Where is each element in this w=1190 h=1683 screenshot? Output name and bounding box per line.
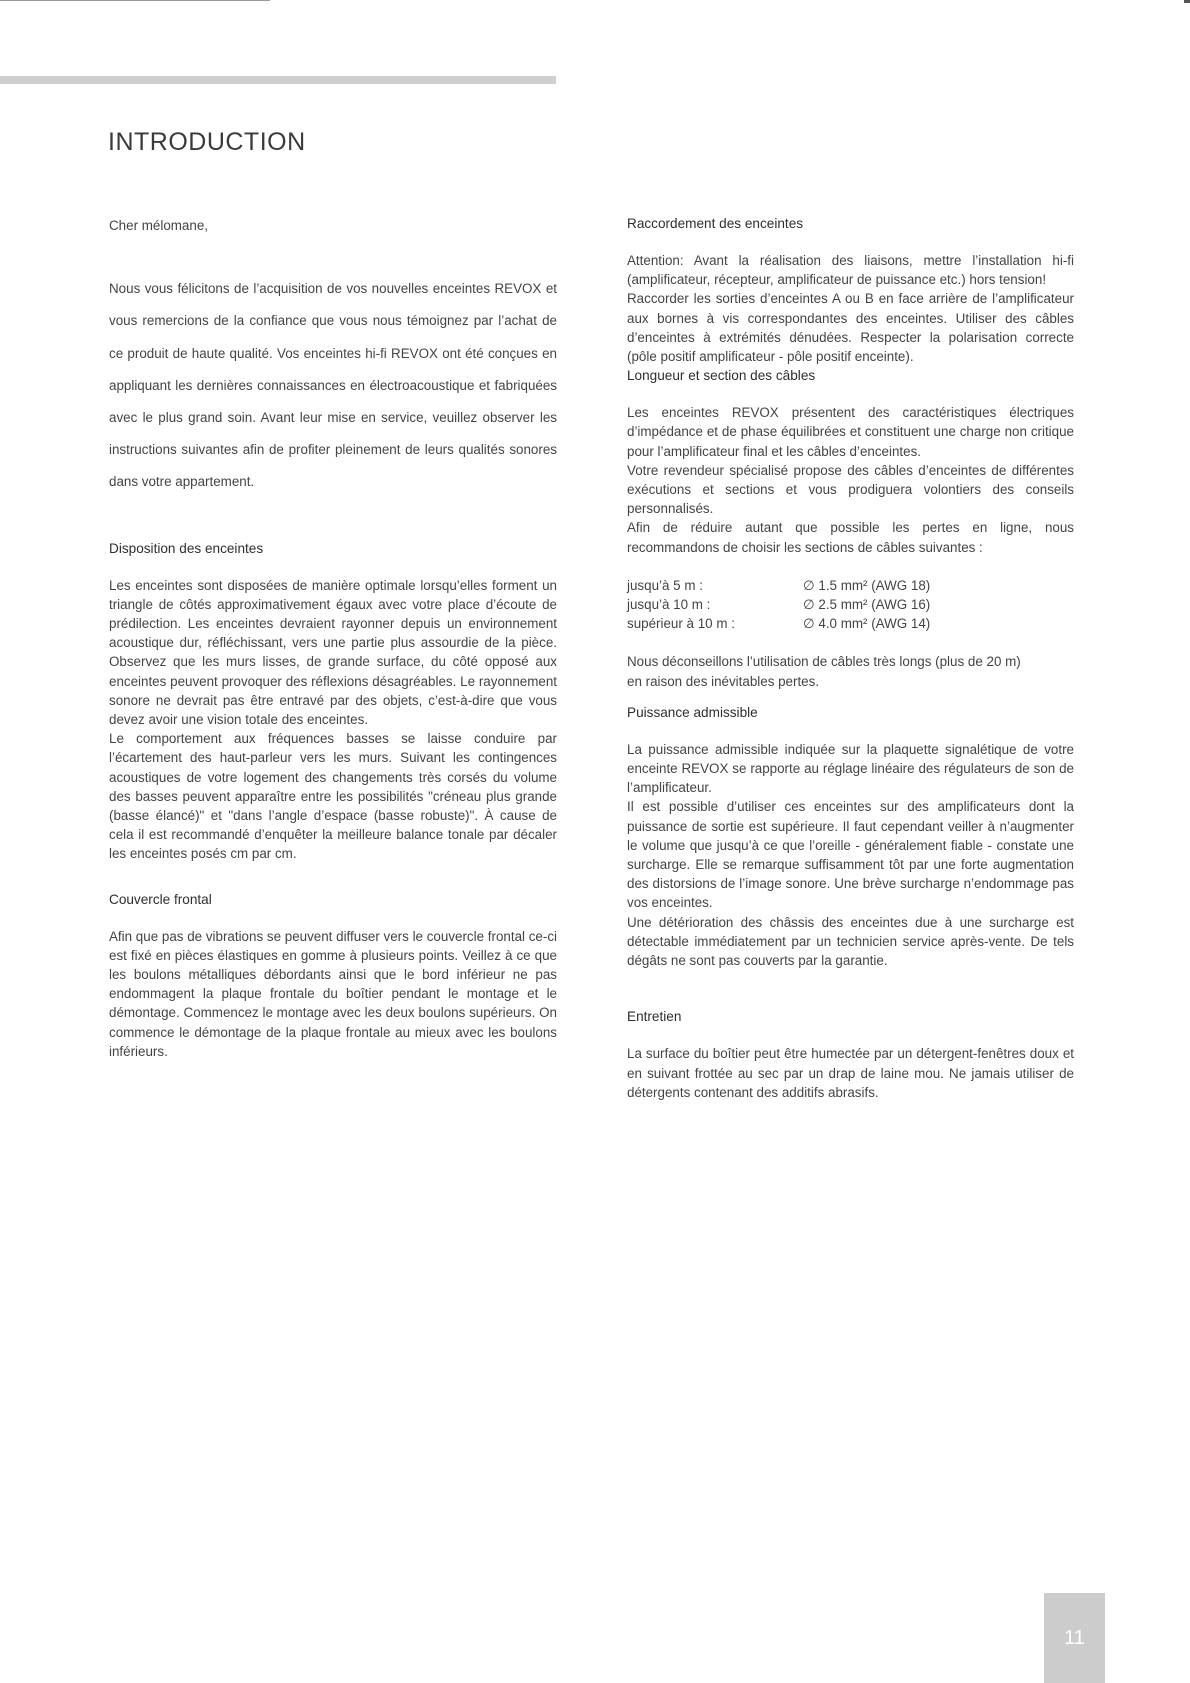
section-heading-couvercle: Couvercle frontal [109,891,212,907]
section-heading-entretien: Entretien [627,1009,682,1025]
paragraph-puissance-1: La puissance admissible indiquée sur la plaquette signalétique de votre enceinte REVOX se rapporte au réglage linéaire des régulateurs de son de l’amplificateur. [627,741,1074,796]
left-column [109,216,557,1087]
cable-length: supérieur à 10 m : [627,616,735,632]
paragraph-disposition-2: Le comportement aux fréquences basses se laisse conduire par l’écartement des haut-parleur vers les murs. Suivant les contingences acoustiques de votre logement des changements très corsés du volume des basses peuvent apparaître entre les possibilités "créneau plus grande (basse élancé)" et "dans l’angle d’espace (basse robuste)". À cause de cela il est recommandé d’enquêter la meilleure balance tonale par décaler les enceintes posés cm par cm. [109,731,557,862]
cable-section: ∅ 4.0 mm² (AWG 14) [803,616,931,632]
section-entretien [627,1007,1074,1102]
top-rule [0,0,270,1]
section-heading-disposition: Disposition des enceintes [109,540,264,556]
paragraph-longueur-3: Afin de réduire autant que possible les pertes en ligne, nous recommandons de choisir les sections de câbles suivantes : [627,520,1074,555]
section-heading-puissance: Puissance admissible [627,704,758,720]
paragraph-raccordement-1: Attention: Avant la réalisation des liaisons, mettre l’installation hi-fi (amplificateur, récepteur, amplificateur de puissance etc.) hors tension! [627,253,1074,288]
page-number-box [1044,1593,1105,1683]
paragraph-puissance-2: Il est possible d’utiliser ces enceintes sur des amplificateurs dont la puissance de sortie est supérieure. Il faut cependant veiller à n’augmenter le volume que jusqu’à ce que l’oreille - généralement fiable - constate une surcharge. Elle se remarque suffisamment tôt par une forte augmentation des distorsions de l’image sonore. Une brève surcharge n’endommage pas vos enceintes. [627,799,1074,911]
cable-section: ∅ 1.5 mm² (AWG 18) [803,577,931,593]
right-column [627,216,1074,1102]
section-heading-raccordement: Raccordement des enceintes [627,216,804,231]
salutation: Cher mélomane, [109,218,208,233]
page-title: INTRODUCTION [108,128,306,156]
cable-length: jusqu’à 10 m : [627,597,711,613]
section-couvercle [109,890,557,1061]
section-puissance [627,703,1074,970]
page-number: 11 [1064,1627,1085,1649]
section-raccordement [627,214,1074,366]
paragraph-raccordement-2: Raccorder les sorties d’enceintes A ou B en face arrière de l’amplificateur aux bornes à vis correspondantes des enceintes. Utiliser des câbles d’enceintes à extrémités dénudées. Respecter la polarisation correcte (pôle positif amplificateur - pôle positif enceinte). [627,291,1074,365]
paragraph-longueur-1: Les enceintes REVOX présentent des caractéristiques électriques d’impédance et de phase équilibrées et constituent une charge non critique pour l’amplificateur final et les câbles d’enceintes. [627,405,1074,459]
section-longueur [627,366,1074,691]
intro-paragraph: Nous vous félicitons de l’acquisition de vos nouvelles enceintes REVOX et vous remercions de la confiance que vous nous témoignez par l’achat de ce produit de haute qualité. Vos enceintes hi-fi REVOX ont été conçues en appliquant les dernières connaissances en électroacoustique et fabriquées avec le plus grand soin. Avant leur mise en service, veuillez observer les instructions suivantes afin de profiter pleinement de leurs qualités sonores dans votre appartement. [109,281,557,490]
header-band [0,76,556,84]
paragraph-longueur-note: Nous déconseillons l’utilisation de câbles très longs (plus de 20 m) en raison des inévitables pertes. [627,654,1021,689]
cable-section-table [627,576,1074,634]
section-heading-longueur: Longueur et section des câbles [627,368,816,384]
paragraph-longueur-2: Votre revendeur spécialisé propose des câbles d’enceintes de différentes exécutions et sections et vous prodiguera volontiers des conseils personnalisés. [627,462,1074,517]
section-disposition [109,539,557,864]
paragraph-couvercle-1: Afin que pas de vibrations se peuvent diffuser vers le couvercle frontal ce-ci est fixé en pièces élastiques en gomme à plusieurs points. Veillez à ce que les boulons métalliques débordants ainsi que le bord inférieur ne pas endommagent la plaque frontale du boîtier pendant le montage et le démontage. Commencez le montage avec les deux boulons supérieurs. On commence le démontage de la plaque frontale au mieux avec les boulons inférieurs. [109,928,557,1059]
cable-section: ∅ 2.5 mm² (AWG 16) [803,597,931,613]
cable-length: jusqu’à 5 m : [627,577,703,593]
paragraph-entretien-1: La surface du boîtier peut être humectée par un détergent-fenêtres doux et en suivant frottée au sec par un drap de laine mou. Ne jamais utiliser de détergents contenant des additifs abrasifs. [627,1046,1074,1100]
corner-mark [1184,0,1190,3]
paragraph-puissance-3: Une détérioration des châssis des enceintes due à une surcharge est détectable immédiatement par un technicien service après-vente. De tels dégâts ne sont pas couverts par la garantie. [627,914,1074,969]
paragraph-disposition-1: Les enceintes sont disposées de manière optimale lorsqu’elles forment un triangle de côtés approximativement égaux avec votre place d’écoute de prédilection. Les enceintes devraient rayonner depuis un environnement acoustique dur, réfléchissant, vers une partie plus assourdie de la pièce. Observez que les murs lisses, de grande surface, du côté opposé aux enceintes peuvent provoquer des réflexions désagréables. Le rayonnement sonore ne devrait pas être entravé par des objets, c’est-à-dire que vous devez avoir une vision totale des enceintes. [109,577,557,728]
